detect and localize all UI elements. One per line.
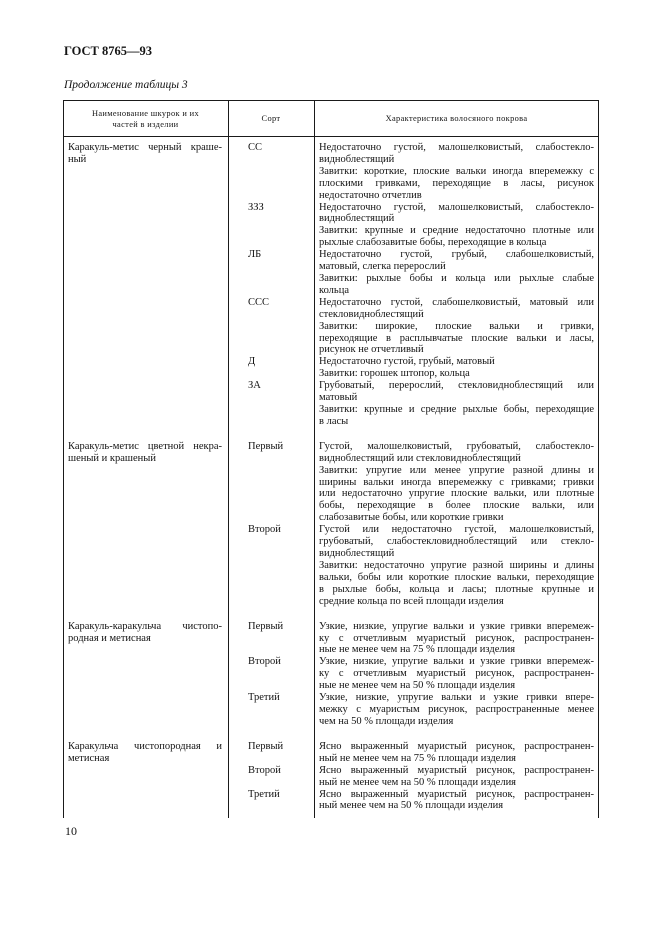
description-cell [314, 656, 599, 692]
grade-cell [228, 765, 314, 789]
description-line: ный не менее чем на 50 % площади изделия [319, 776, 517, 788]
description-line: Ясно выраженный муаристый рисунок, распространен- [319, 764, 594, 776]
description-line: ные не менее чем на 75 % площади изделия [319, 644, 516, 656]
description-line: видноблестящий [319, 548, 395, 559]
column-header-characteristic [314, 101, 599, 136]
description-line: в ласы [319, 415, 349, 427]
product-name-line: Каракульча чистопородная и [68, 740, 222, 752]
description-line: Завитки: рыхлые бобы и кольца или рыхлые слабые [319, 272, 594, 284]
description-cell [314, 202, 599, 250]
description-paragraph [319, 297, 594, 321]
description-line: матовый [319, 392, 358, 404]
page-number: 10 [65, 824, 77, 838]
description-line: Узкие, низкие, упругие вальки и узкие гривки вперемеж- [319, 620, 594, 632]
description-line: плоскими гривками, переходящие в ласы, рисунок [319, 177, 594, 189]
description-line: ные не менее чем на 50 % площади изделия [319, 680, 516, 692]
grade-cell [228, 380, 314, 428]
table-header-row [63, 101, 599, 136]
grade-label: Второй [248, 656, 281, 668]
description-line: Густой, малошелковистый, грубоватый, слабостекло- [319, 440, 594, 452]
description-paragraph [319, 524, 594, 560]
table-continuation-caption: Продолжение таблицы 3 [64, 79, 188, 91]
table-body [63, 137, 599, 812]
description-line: грубоватый, слабостекловидноблестящий или стекло- [319, 536, 594, 548]
description-line: Грубоватый, перерослий, стекловидноблестящий или [319, 380, 594, 392]
grade-cell [228, 656, 314, 692]
product-name-line: метисная [68, 752, 110, 764]
description-paragraph [319, 225, 594, 249]
description-paragraph [319, 202, 594, 226]
description-cell [314, 789, 599, 813]
description-line: видноблестящий [319, 213, 395, 225]
product-name-cell [63, 142, 228, 428]
column-header-name-line: Наименование шкурок и их [91, 108, 200, 118]
description-line: ный не менее чем на 75 % площади изделия [319, 752, 517, 764]
description-cell [314, 524, 599, 607]
description-cell [314, 765, 599, 789]
grade-cell [228, 142, 314, 202]
description-line: Завитки: короткие, плоские вальки иногда вперемежку с [319, 165, 594, 177]
product-name-line: Каракуль-каракульча чистопо- [68, 620, 222, 632]
description-line: Густой или недостаточно густой, малошелковистый, [319, 524, 594, 536]
product-name-cell [63, 441, 228, 608]
description-line: Недостаточно густой, малошелковистый, слабостекло- [319, 201, 594, 213]
grade-label: Д [248, 356, 256, 368]
grade-cell [228, 789, 314, 813]
description-line: рисунок не отчетливый [319, 344, 424, 356]
description-line: в рыхлые бобы, кольца и ласы; плотные крупные и [319, 583, 594, 595]
grade-label: Третий [248, 788, 280, 800]
description-cell [314, 692, 599, 728]
description-line: Недостаточно густой, слабошелковистый, матовый или [319, 296, 594, 308]
product-name-line: родная и метисная [68, 632, 151, 644]
description-cell [314, 297, 599, 357]
description-cell [314, 741, 599, 765]
description-paragraph [319, 560, 594, 608]
grade-label: Первый [248, 440, 284, 452]
column-header-name-line: частей в изделии [112, 119, 179, 129]
description-cell [314, 142, 599, 202]
column-header-characteristic-label: Характеристика волосяного покрова [385, 114, 528, 123]
product-name-line: ный [68, 153, 87, 165]
grade-cell [228, 441, 314, 524]
description-line: видноблестящий или стекловидноблестящий [319, 452, 521, 464]
description-line: или недостаточно упругие плоские вальки, или плотные [319, 488, 594, 500]
description-paragraph [319, 465, 594, 525]
grade-label: Первый [248, 620, 284, 632]
standard-designation: ГОСТ 8765—93 [64, 44, 153, 58]
grade-cell [228, 741, 314, 765]
grade-cell [228, 249, 314, 297]
table-row-group [63, 621, 599, 728]
description-paragraph [319, 273, 594, 297]
description-paragraph [319, 789, 594, 813]
grade-cell [228, 621, 314, 657]
description-line: видноблестящий [319, 153, 395, 165]
description-line: недостаточно отчетлив [319, 189, 422, 201]
table-row-group [63, 741, 599, 812]
column-header-grade [228, 101, 314, 136]
description-line: Узкие, низкие, упругие вальки и узкие гривки впере- [319, 692, 594, 704]
description-line: Недостаточно густой, грубый, слабошелковистый, [319, 249, 594, 261]
description-cell [314, 356, 599, 380]
description-paragraph [319, 249, 594, 273]
description-paragraph [319, 142, 594, 166]
description-line: Ясно выраженный муаристый рисунок, распространен- [319, 740, 594, 752]
grade-label: ЗЗЗ [248, 201, 264, 213]
description-line: стекловидноблестящий [319, 308, 424, 320]
description-line: рыхлые слабозавитые бобы, переходящие в кольца [319, 237, 547, 249]
description-paragraph [319, 656, 594, 692]
description-line: переходящие в расплывчатые плоские вальки и ласы, [319, 332, 594, 344]
description-line: Узкие, низкие, упругие вальки и узкие гривки вперемеж- [319, 656, 594, 668]
description-line: Завитки: крупные и средние рыхлые бобы, переходящие [319, 403, 594, 415]
grade-label: Второй [248, 764, 281, 776]
grade-label: СС [248, 142, 263, 153]
description-line: чем на 50 % площади изделия [319, 715, 454, 727]
description-paragraph [319, 765, 594, 789]
description-line: кольца [319, 284, 349, 296]
description-line: вальки, бобы или короткие плоские вальки, переходящие [319, 571, 594, 583]
description-paragraph [319, 166, 594, 202]
description-line: межку с муаристым рисунок, распространенные менее [319, 703, 594, 715]
description-line: ку с отчетливым муаристый рисунок, распространен- [319, 668, 594, 680]
description-cell [314, 380, 599, 428]
description-line: Завитки: крупные и средние недостаточно плотные или [319, 225, 594, 237]
hair-characteristics-table [63, 100, 599, 818]
description-paragraph [319, 692, 594, 728]
grade-label: Первый [248, 740, 284, 752]
description-paragraph [319, 380, 594, 404]
description-line: слабозавитые бобы, или короткие гривки [319, 512, 504, 524]
description-paragraph [319, 404, 594, 428]
description-cell [314, 249, 599, 297]
description-line: Завитки: горошек штопор, кольца [319, 368, 470, 380]
grade-cell [228, 692, 314, 728]
grade-label: Второй [248, 524, 281, 536]
table-row-group [63, 142, 599, 428]
description-line: Недостаточно густой, малошелковистый, слабостекло- [319, 142, 594, 153]
grade-cell [228, 524, 314, 607]
product-name-line: Каракуль-метис цветной некра- [68, 440, 222, 452]
column-header-name [63, 101, 228, 136]
description-paragraph [319, 741, 594, 765]
description-cell [314, 621, 599, 657]
description-line: Завитки: недостаточно упругие разной ширины и длины [319, 559, 594, 571]
grade-cell [228, 297, 314, 357]
description-line: ширины вальки иногда вперемежку с гривками; гривки [319, 476, 594, 488]
table-row-group [63, 441, 599, 608]
description-line: матовый, слегка перерослий [319, 261, 446, 273]
description-paragraph [319, 356, 594, 368]
description-paragraph [319, 621, 594, 657]
description-line: Недостаточно густой, грубый, матовый [319, 356, 495, 368]
description-paragraph [319, 321, 594, 357]
description-paragraph [319, 441, 594, 465]
description-line: средние кольца по всей площади изделия [319, 595, 504, 607]
grade-label: ЛБ [248, 249, 262, 261]
product-name-line: Каракуль-метис черный краше- [68, 142, 222, 153]
description-line: ный менее чем на 50 % площади изделия [319, 800, 504, 812]
grade-label: ЗА [248, 380, 261, 392]
product-name-cell [63, 621, 228, 728]
description-paragraph [319, 368, 594, 380]
grade-label: Третий [248, 692, 280, 704]
description-cell [314, 441, 599, 524]
product-name-cell [63, 741, 228, 812]
grade-cell [228, 202, 314, 250]
product-name-line: шеный и крашеный [68, 452, 156, 464]
column-header-grade-label: Сорт [261, 114, 281, 123]
description-line: Завитки: упругие или менее упругие разной длины и [319, 464, 594, 476]
description-line: Завитки: широкие, плоские вальки и гривки, [319, 320, 594, 332]
grade-cell [228, 356, 314, 380]
description-line: Ясно выраженный муаристый рисунок, распространен- [319, 788, 594, 800]
grade-label: ССС [248, 296, 270, 308]
description-line: ку с отчетливым муаристый рисунок, распространен- [319, 632, 594, 644]
description-line: бобы, переходящие в более плоские вальки, или [319, 500, 594, 512]
